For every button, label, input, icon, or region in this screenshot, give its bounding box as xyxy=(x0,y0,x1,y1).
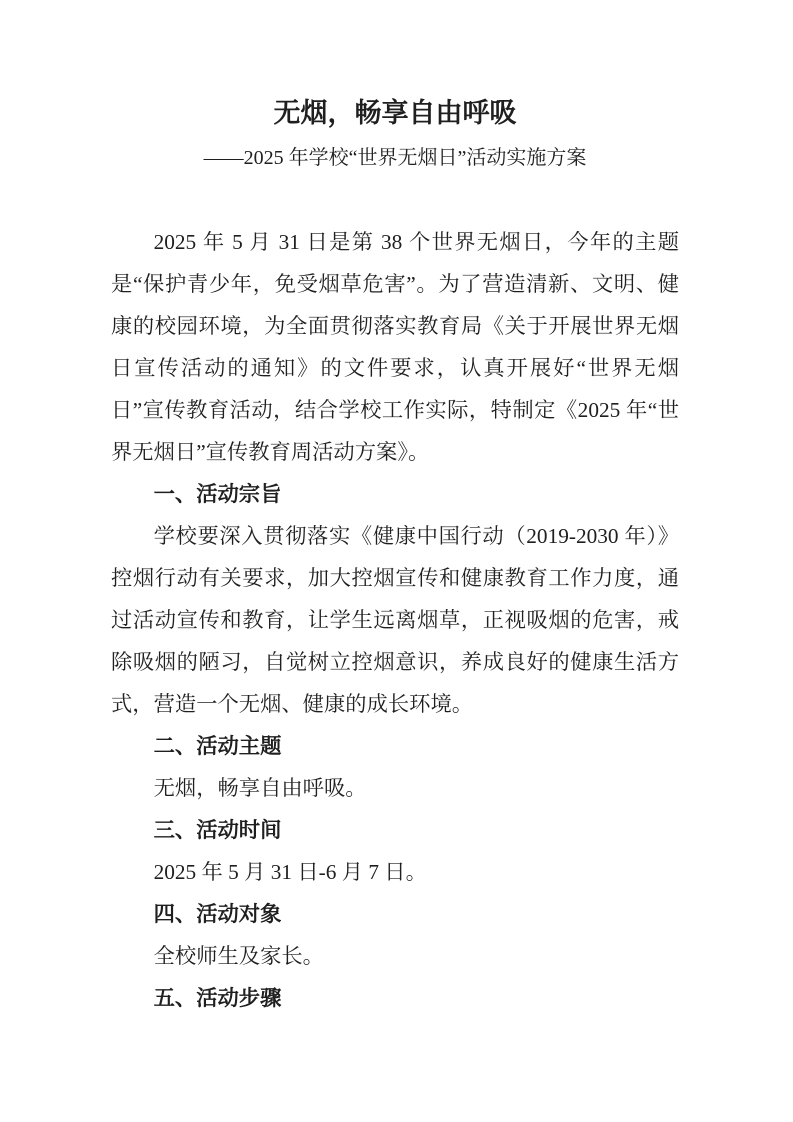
section-heading-purpose: 一、活动宗旨 xyxy=(153,482,282,506)
document-subtitle: ——2025 年学校“世界无烟日”活动实施方案 xyxy=(203,147,587,169)
section-heading-audience: 四、活动对象 xyxy=(153,902,282,926)
paragraph-time: 2025 年 5 月 31 日-6 月 7 日。 xyxy=(153,860,427,884)
document-title: 无烟，畅享自由呼吸 xyxy=(273,98,517,128)
document-body xyxy=(111,221,679,1019)
paragraph-theme: 无烟，畅享自由呼吸。 xyxy=(153,776,367,800)
paragraph-audience: 全校师生及家长。 xyxy=(153,944,324,968)
section-heading-theme: 二、活动主题 xyxy=(153,734,282,758)
section-heading-steps: 五、活动步骤 xyxy=(153,986,282,1010)
section-heading-time: 三、活动时间 xyxy=(153,818,282,842)
paragraph-intro: 2025 年 5 月 31 日是第 38 个世界无烟日，今年的主题是“保护青少年，免受烟草危害”。为了营造清新、文明、健康的校园环境，为全面贯彻落实教育局《关于开展世界无烟日宣传活动的通知》的文件要求，认真开展好“世界无烟日”宣传教育活动，结合学校工作实际，特制定《2025 年“世界无烟日”宣传教育周活动方案》。 xyxy=(111,230,679,464)
paragraph-purpose: 学校要深入贯彻落实《健康中国行动（2019-2030 年）》控烟行动有关要求，加大控烟宣传和健康教育工作力度，通过活动宣传和教育，让学生远离烟草，正视吸烟的危害，戒除吸烟的陋习，自觉树立控烟意识，养成良好的健康生活方式，营造一个无烟、健康的成长环境。 xyxy=(111,524,679,716)
